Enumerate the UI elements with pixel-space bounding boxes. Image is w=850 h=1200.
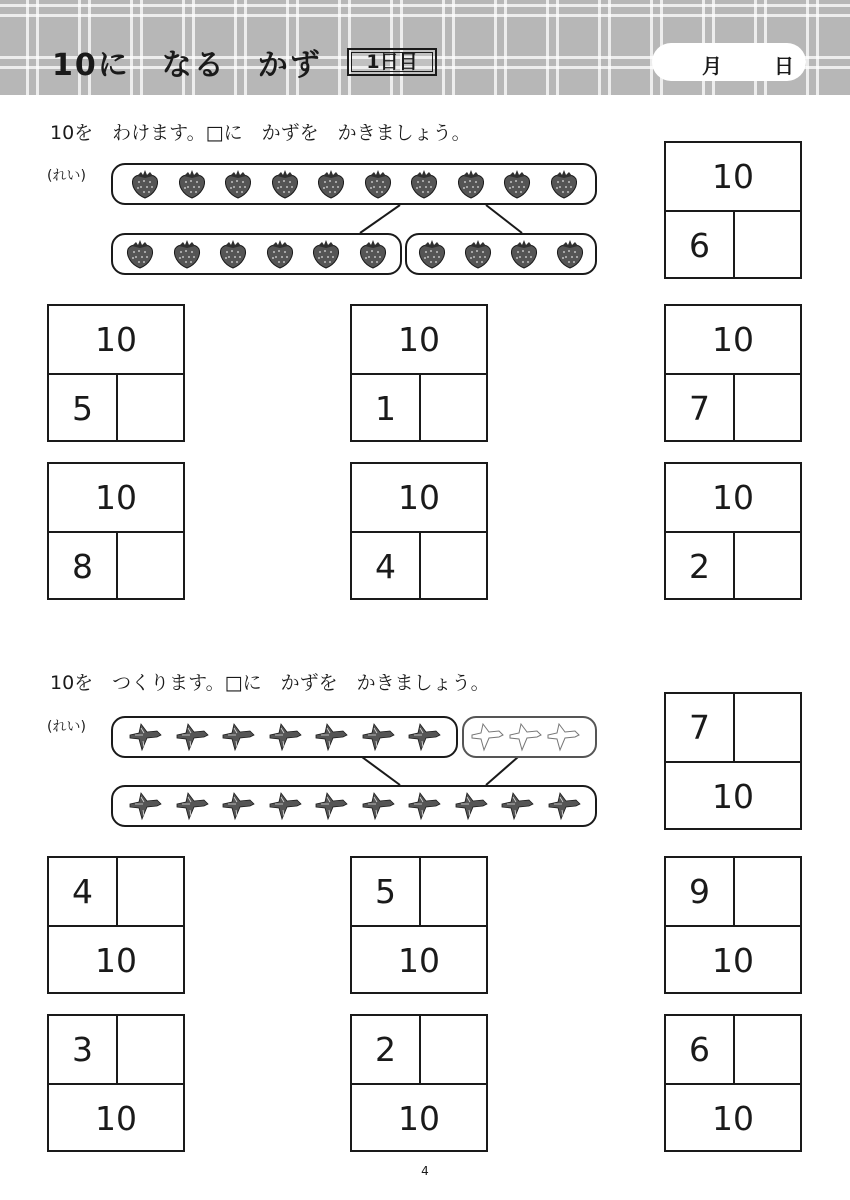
bird-icon bbox=[406, 721, 442, 753]
bird-icon bbox=[127, 721, 163, 753]
box-total: 10 bbox=[712, 941, 754, 980]
answer-blank[interactable] bbox=[421, 1016, 486, 1083]
bird-outline-icon bbox=[507, 721, 543, 753]
answer-blank[interactable] bbox=[735, 212, 800, 277]
box-total: 10 bbox=[95, 941, 137, 980]
bird-icon bbox=[220, 721, 256, 753]
section1-example-label: (れい) bbox=[47, 168, 86, 184]
bird-icon bbox=[453, 790, 489, 822]
answer-blank[interactable] bbox=[421, 533, 486, 598]
day-badge: 1日目 bbox=[347, 48, 437, 76]
bird-icon bbox=[313, 721, 349, 753]
box-total: 10 bbox=[712, 320, 754, 359]
date-month-label: 月 bbox=[702, 54, 722, 78]
box-part: 7 bbox=[689, 708, 710, 747]
problem-box bbox=[47, 462, 185, 600]
bird-icon bbox=[406, 790, 442, 822]
box-total: 10 bbox=[398, 1099, 440, 1138]
bird-icon bbox=[546, 790, 582, 822]
answer-blank[interactable] bbox=[118, 1016, 183, 1083]
section1-instruction: 10を わけます。□に かずを かきましょう。 bbox=[50, 122, 471, 144]
answer-blank[interactable] bbox=[735, 533, 800, 598]
bird-outline-icon bbox=[545, 721, 581, 753]
answer-blank[interactable] bbox=[421, 375, 486, 440]
box-part: 7 bbox=[689, 389, 710, 428]
box-part: 5 bbox=[72, 389, 93, 428]
bird-icon bbox=[174, 790, 210, 822]
answer-blank[interactable] bbox=[118, 858, 183, 925]
box-total: 10 bbox=[712, 1099, 754, 1138]
bird-icon bbox=[267, 790, 303, 822]
problem-box bbox=[350, 304, 488, 442]
date-day-label: 日 bbox=[774, 54, 794, 78]
box-part: 3 bbox=[72, 1030, 93, 1069]
box-part: 5 bbox=[375, 872, 396, 911]
answer-blank[interactable] bbox=[421, 858, 486, 925]
bird-icon bbox=[313, 790, 349, 822]
box-total: 10 bbox=[712, 777, 754, 816]
answer-blank[interactable] bbox=[735, 1016, 800, 1083]
box-part: 8 bbox=[72, 547, 93, 586]
box-part: 6 bbox=[689, 226, 710, 265]
box-part: 1 bbox=[375, 389, 396, 428]
box-total: 10 bbox=[95, 320, 137, 359]
example-answer-box bbox=[664, 692, 802, 830]
problem-box bbox=[664, 856, 802, 994]
section2-example-label: (れい) bbox=[47, 719, 86, 735]
problem-box bbox=[350, 856, 488, 994]
problem-box bbox=[47, 304, 185, 442]
box-total: 10 bbox=[398, 320, 440, 359]
answer-blank[interactable] bbox=[118, 375, 183, 440]
example-answer-box bbox=[664, 141, 802, 279]
box-total: 10 bbox=[398, 941, 440, 980]
problem-box bbox=[664, 462, 802, 600]
box-total: 10 bbox=[95, 478, 137, 517]
section2-instruction: 10を つくります。□に かずを かきましょう。 bbox=[50, 672, 490, 694]
page-number: 4 bbox=[421, 1164, 429, 1178]
bird-icon bbox=[360, 721, 396, 753]
bird-icon bbox=[220, 790, 256, 822]
box-part: 4 bbox=[72, 872, 93, 911]
problem-box bbox=[47, 1014, 185, 1152]
bird-icon bbox=[127, 790, 163, 822]
problem-box bbox=[350, 462, 488, 600]
answer-blank[interactable] bbox=[735, 858, 800, 925]
box-total: 10 bbox=[712, 157, 754, 196]
box-part: 9 bbox=[689, 872, 710, 911]
box-total: 10 bbox=[398, 478, 440, 517]
problem-box bbox=[47, 856, 185, 994]
box-part: 2 bbox=[375, 1030, 396, 1069]
problem-box bbox=[350, 1014, 488, 1152]
bird-outline-icon bbox=[469, 721, 505, 753]
bird-icon bbox=[174, 721, 210, 753]
box-total: 10 bbox=[95, 1099, 137, 1138]
answer-blank[interactable] bbox=[118, 533, 183, 598]
box-part: 2 bbox=[689, 547, 710, 586]
box-part: 4 bbox=[375, 547, 396, 586]
bird-icon bbox=[267, 721, 303, 753]
bird-icon bbox=[499, 790, 535, 822]
page-title: 10に なる かず bbox=[52, 48, 322, 83]
problem-box bbox=[664, 1014, 802, 1152]
bird-icon bbox=[360, 790, 396, 822]
answer-blank[interactable] bbox=[735, 375, 800, 440]
answer-blank[interactable] bbox=[735, 694, 800, 761]
box-total: 10 bbox=[712, 478, 754, 517]
problem-box bbox=[664, 304, 802, 442]
box-part: 6 bbox=[689, 1030, 710, 1069]
